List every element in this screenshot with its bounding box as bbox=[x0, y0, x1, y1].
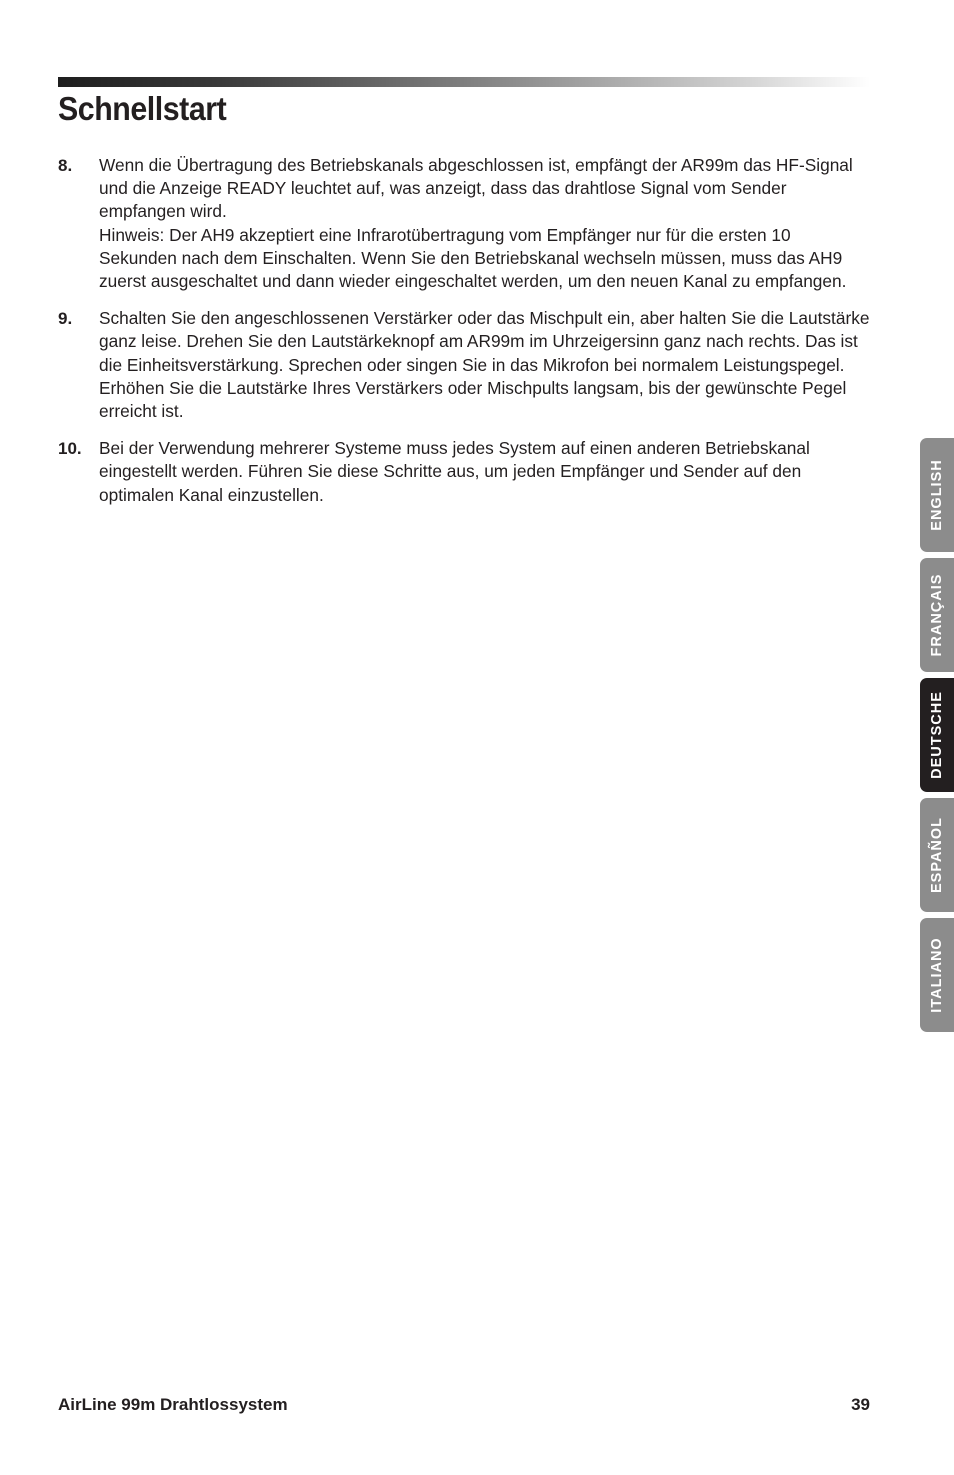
tab-label: FRANÇAIS bbox=[929, 573, 945, 657]
tab-label: ESPAÑOL bbox=[929, 816, 945, 894]
page-number: 39 bbox=[851, 1395, 870, 1414]
step-number: 9. bbox=[58, 309, 73, 329]
header-rule bbox=[58, 77, 870, 87]
step-number: 8. bbox=[58, 156, 73, 175]
step-number: 10. bbox=[58, 439, 82, 459]
step-item bbox=[58, 154, 870, 293]
tab-francais[interactable] bbox=[920, 558, 954, 672]
footer-title: AirLine 99m Drahtlossystem bbox=[58, 1395, 288, 1414]
page-title: Schnellstart bbox=[58, 90, 227, 127]
step-body bbox=[99, 437, 870, 507]
step-paragraph: Wenn die Übertragung des Betriebskanals abgeschlossen ist, empfängt der AR99m das HF-Signal und die Anzeige READY leuchtet auf, was anzeigt, dass das drahtlose Signal vom Sender empfangen wird. bbox=[99, 155, 853, 222]
step-item bbox=[58, 307, 870, 423]
tab-label: DEUTSCHE bbox=[929, 691, 945, 779]
tab-espanol[interactable] bbox=[920, 798, 954, 912]
tab-english[interactable] bbox=[920, 438, 954, 552]
tab-label: ITALIANO bbox=[929, 937, 945, 1013]
tab-deutsche[interactable] bbox=[920, 678, 954, 792]
language-tabs bbox=[920, 438, 954, 1038]
step-body bbox=[99, 307, 870, 423]
steps-list bbox=[58, 154, 870, 521]
tab-italiano[interactable] bbox=[920, 918, 954, 1032]
step-note: Hinweis: Der AH9 akzeptiert eine Infrarotübertragung vom Empfänger nur für die ersten 10 Sekunden nach dem Einschalten. Wenn Sie den Betriebskanal wechseln müssen, muss das AH9 zuerst ausgeschaltet und dann wieder eingeschaltet werden, um den neuen Kanal zu empfangen. bbox=[99, 224, 847, 292]
tab-label: ENGLISH bbox=[929, 459, 945, 531]
step-item bbox=[58, 437, 870, 507]
step-body bbox=[99, 154, 870, 293]
step-paragraph: Bei der Verwendung mehrerer Systeme muss jedes System auf einen anderen Betriebskanal eingestellt werden. Führen Sie diese Schritte aus, um jeden Empfänger und Sender auf den optimalen Kanal einzustellen. bbox=[99, 438, 810, 505]
step-paragraph: Schalten Sie den angeschlossenen Verstärker oder das Mischpult ein, aber halten Sie die Lautstärke ganz leise. Drehen Sie den Lautstärkeknopf am AR99m im Uhrzeigersinn ganz nach rechts. Das ist die Einheitsverstärkung. Sprechen oder singen Sie in das Mikrofon bei normalem Leistungspegel. Erhöhen Sie die Lautstärke Ihres Verstärkers oder Mischpults langsam, bis der gewünschte Pegel erreicht ist. bbox=[99, 308, 870, 422]
